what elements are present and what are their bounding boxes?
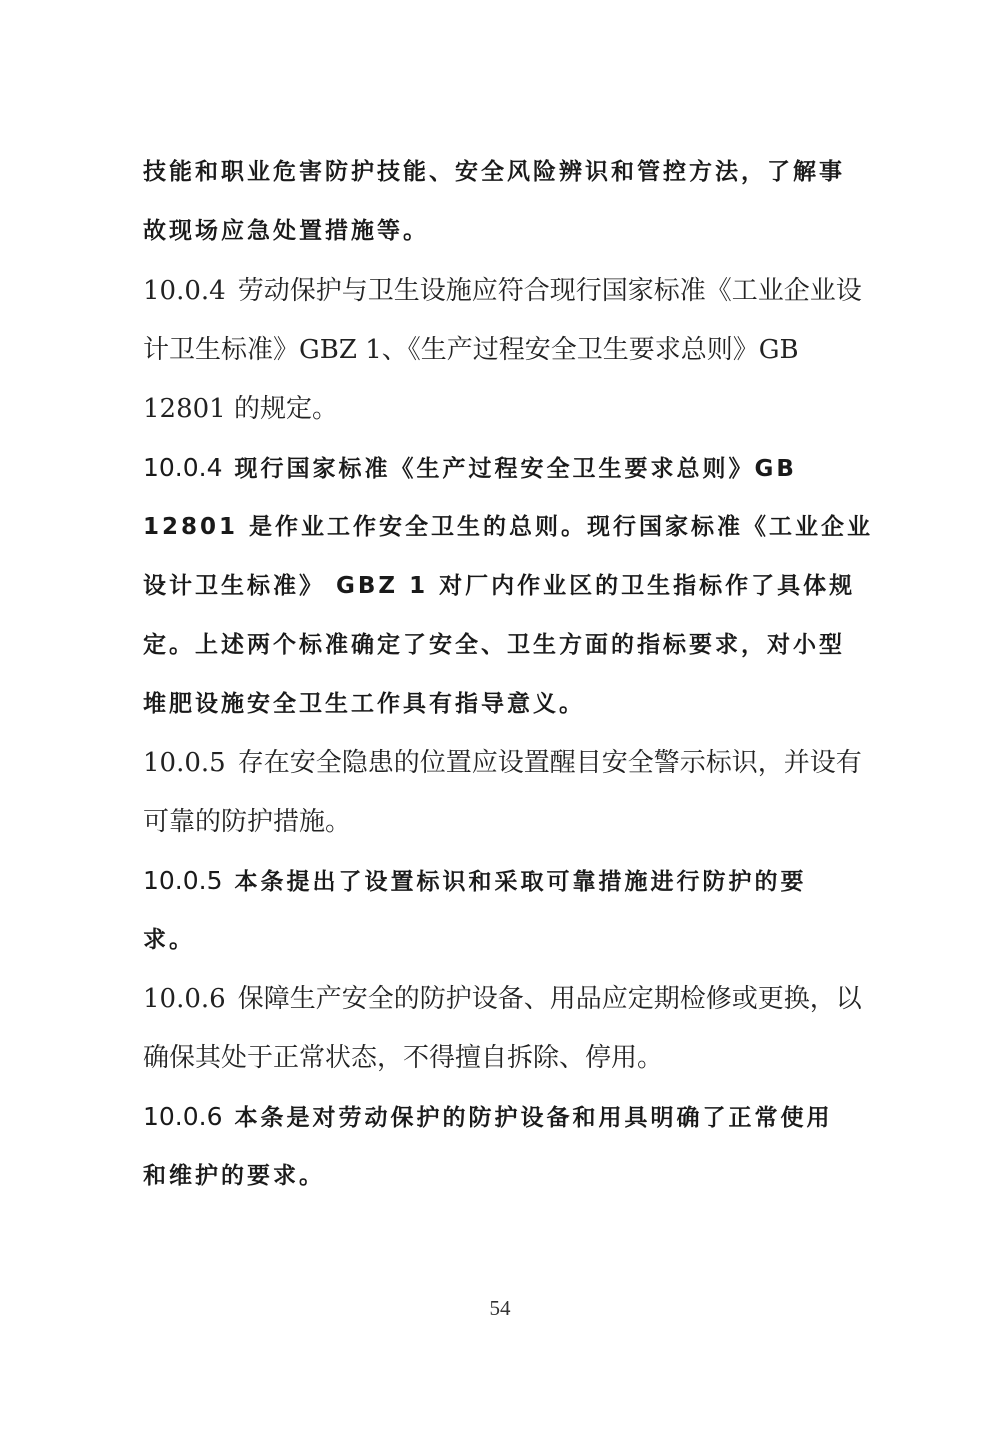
explanation-line	[143, 861, 873, 901]
line-text: 求。	[143, 927, 195, 953]
explanation-line	[143, 448, 873, 488]
line-text: 计卫生标准》GBZ 1、《生产过程安全卫生要求总则》GB	[143, 335, 799, 365]
page-number: 54	[489, 1296, 511, 1320]
line-text: 本条提出了设置标识和采取可靠措施进行防护的要	[234, 869, 807, 895]
explanation-line	[143, 625, 873, 665]
clause-line	[143, 1038, 873, 1078]
clause-number: 10.0.6	[143, 1102, 223, 1131]
clause-line	[143, 330, 873, 370]
clause-number: 10.0.5	[143, 748, 226, 778]
explanation-line	[143, 1097, 873, 1137]
clause-number: 10.0.4	[143, 453, 223, 482]
clause-number: 10.0.6	[143, 984, 226, 1014]
line-text: 可靠的防护措施。	[143, 807, 352, 837]
explanation-line	[143, 684, 873, 724]
explanation-line	[143, 566, 873, 606]
line-text: 保障生产安全的防护设备、用品应定期检修或更换，以	[237, 984, 862, 1014]
line-text: 12801 是作业工作安全卫生的总则。现行国家标准《工业企业	[143, 514, 873, 540]
line-text: 和维护的要求。	[143, 1163, 325, 1189]
line-text: 设计卫生标准》 GBZ 1 对厂内作业区的卫生指标作了具体规	[143, 573, 856, 599]
clause-line	[143, 743, 873, 783]
explanation-line	[143, 211, 873, 251]
line-text: 堆肥设施安全卫生工作具有指导意义。	[143, 691, 585, 717]
line-text: 现行国家标准《生产过程安全卫生要求总则》GB	[234, 456, 797, 482]
clause-line	[143, 389, 873, 429]
line-text: 12801 的规定。	[143, 394, 338, 424]
line-text: 劳动保护与卫生设施应符合现行国家标准《工业企业设	[237, 276, 862, 306]
clause-number: 10.0.4	[143, 276, 226, 306]
line-text: 本条是对劳动保护的防护设备和用具明确了正常使用	[234, 1105, 833, 1131]
clause-line	[143, 802, 873, 842]
clause-line	[143, 271, 873, 311]
explanation-line	[143, 152, 873, 192]
line-text: 定。上述两个标准确定了安全、卫生方面的指标要求，对小型	[143, 632, 845, 658]
explanation-line	[143, 507, 873, 547]
line-text: 技能和职业危害防护技能、安全风险辨识和管控方法，了解事	[143, 159, 845, 185]
clause-number: 10.0.5	[143, 866, 223, 895]
line-text: 故现场应急处置措施等。	[143, 218, 429, 244]
line-text: 存在安全隐患的位置应设置醒目安全警示标识，并设有	[237, 748, 862, 778]
clause-line	[143, 979, 873, 1019]
explanation-line	[143, 1156, 873, 1196]
line-text: 确保其处于正常状态，不得擅自拆除、停用。	[143, 1043, 664, 1073]
explanation-line	[143, 920, 873, 960]
